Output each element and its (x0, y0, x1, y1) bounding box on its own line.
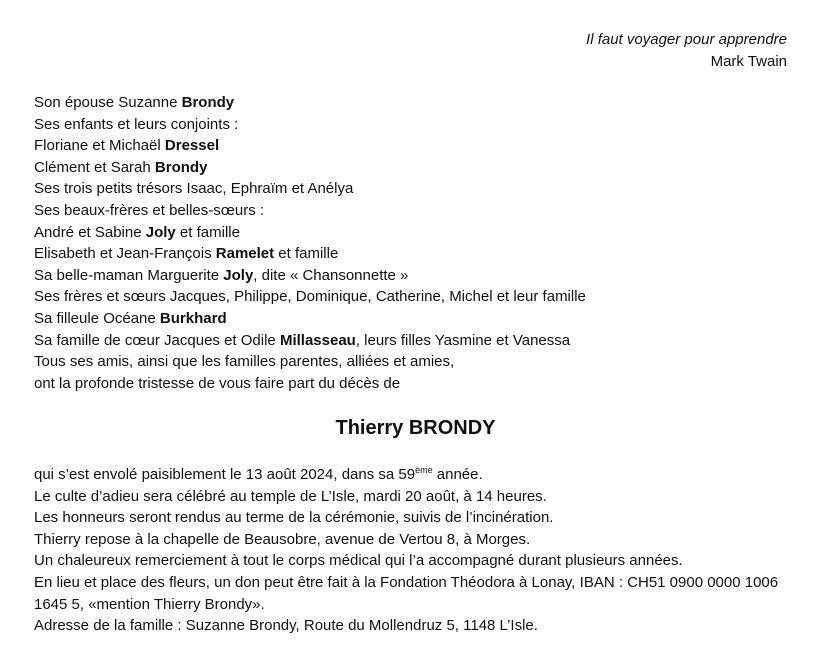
family-line: Sa belle-maman Marguerite Joly, dite « Chansonnette » (34, 266, 409, 284)
details-line: Adresse de la famille : Suzanne Brondy, Route du Mollendruz 5, 1148 L’Isle. (34, 617, 538, 635)
family-line: André et Sabine Joly et famille (34, 223, 240, 241)
family-line: Tous ses amis, ainsi que les familles parentes, alliées et amies, (34, 353, 455, 371)
family-line: Sa filleule Océane Burkhard (34, 309, 227, 327)
family-line: Elisabeth et Jean-François Ramelet et famille (34, 245, 339, 263)
epigraph (586, 29, 787, 73)
deceased-name: Thierry BRONDY (335, 417, 496, 439)
family-line: Ses trois petits trésors Isaac, Ephraïm et Anélya (34, 180, 354, 198)
details-line: Le culte d’adieu sera célébré au temple de L’Isle, mardi 20 août, à 14 heures. (34, 487, 547, 505)
family-line: Son épouse Suzanne Brondy (34, 94, 235, 111)
details-line: En lieu et place des fleurs, un don peut être fait à la Fondation Théodora à Lonay, IBAN : CH51 0900 0000 1006 1645 5, «mention Thierry Brondy». (34, 573, 779, 613)
family-line: Floriane et Michaël Dressel (34, 137, 220, 155)
details-line: qui s’est envolé paisiblement le 13 août 2024, dans sa 59ème année. (34, 465, 483, 483)
epigraph-author: Mark Twain (710, 53, 787, 70)
details-block (34, 464, 804, 637)
family-line: Clément et Sarah Brondy (34, 158, 208, 176)
family-list (34, 92, 794, 394)
epigraph-text: Il faut voyager pour apprendre (586, 31, 787, 48)
family-line: Ses enfants et leurs conjoints : (34, 115, 239, 133)
family-line: Ses frères et sœurs Jacques, Philippe, Dominique, Catherine, Michel et leur famille (34, 288, 586, 306)
details-line: Thierry repose à la chapelle de Beausobre, avenue de Vertou 8, à Morges. (34, 530, 531, 548)
details-line: Un chaleureux remerciement à tout le corps médical qui l’a accompagné durant plusieurs années. (34, 552, 683, 570)
details-line: Les honneurs seront rendus au terme de la cérémonie, suivis de l’incinération. (34, 509, 554, 527)
family-line: Ses beaux-frères et belles-sœurs : (34, 201, 265, 219)
family-line: Sa famille de cœur Jacques et Odile Millasseau, leurs filles Yasmine et Vanessa (34, 331, 571, 349)
family-line: ont la profonde tristesse de vous faire part du décès de (34, 374, 401, 392)
